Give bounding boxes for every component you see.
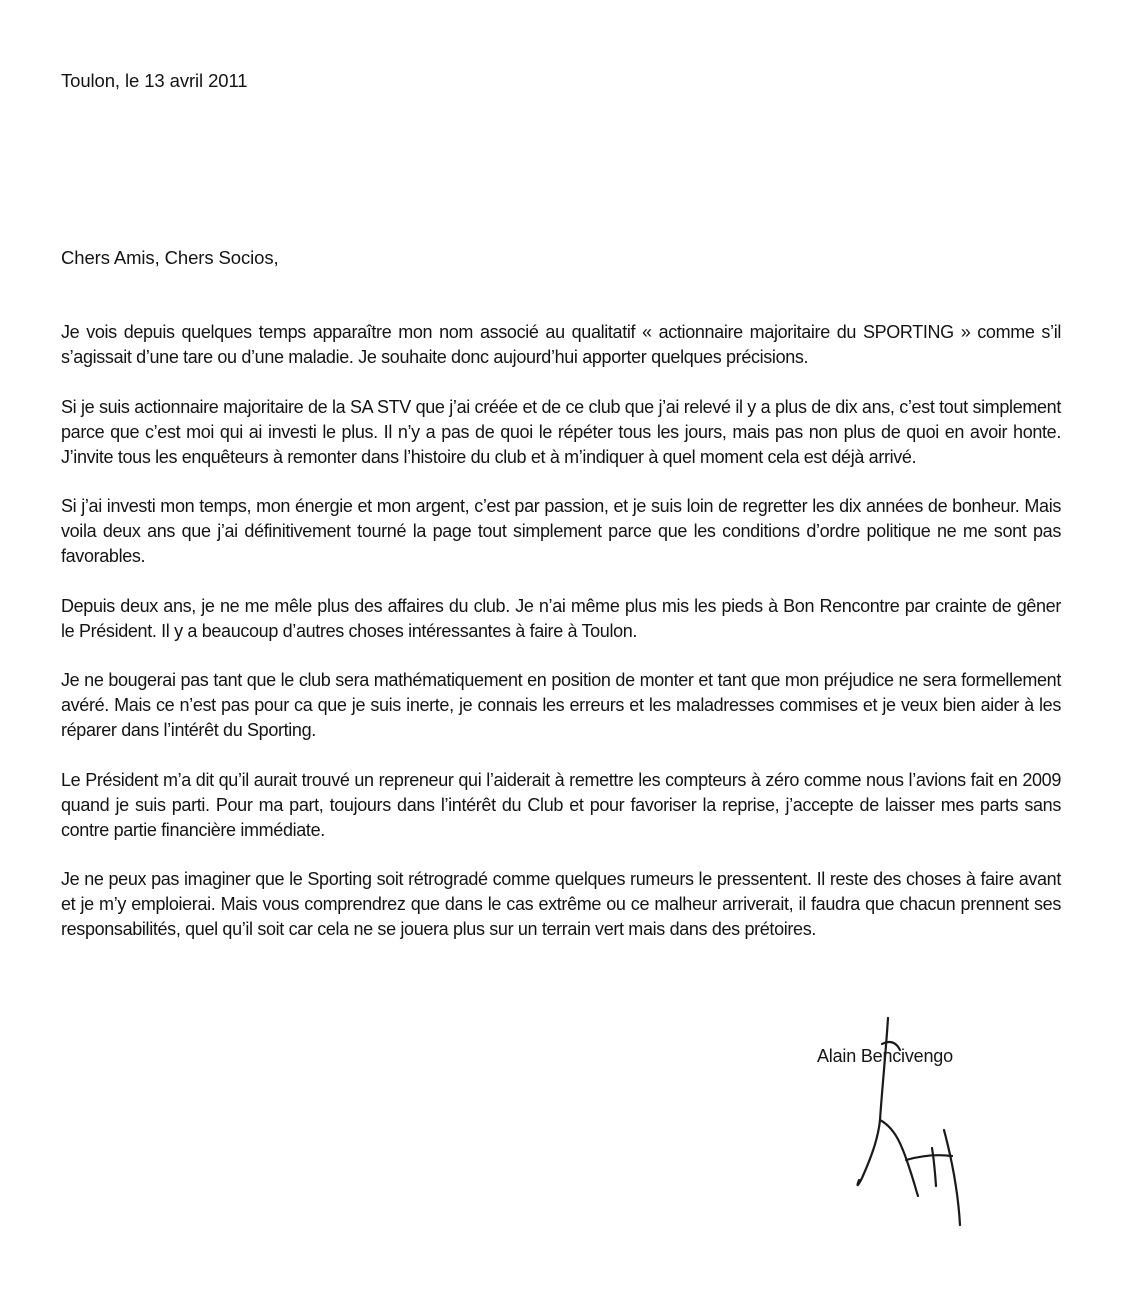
signature-strokes — [840, 1010, 990, 1240]
letter-date: Toulon, le 13 avril 2011 — [61, 70, 248, 91]
paragraph-1: Je vois depuis quelques temps apparaître mon nom associé au qualitatif « actionnaire majoritaire du SPORTING » comme s’il s’agissait d’une tare ou d’une maladie. Je souhaite donc aujourd’hui apporter quelques précisions. — [61, 322, 1061, 367]
signatory-name: Alain Bencivengo — [817, 1046, 953, 1066]
paragraph-4: Depuis deux ans, je ne me mêle plus des affaires du club. Je n’ai même plus mis les pieds à Bon Rencontre par crainte de gêner le Président. Il y a beaucoup d’autres choses intéressantes à faire à Toulon. — [61, 595, 1061, 641]
paragraph-2: Si je suis actionnaire majoritaire de la SA STV que j’ai créée et de ce club que j’ai relevé il y a plus de dix ans, c’est tout simplement parce que c’est moi qui ai investi le plus. Il n’y a pas de quoi le répéter tous les jours, mais pas non plus de quoi en avoir honte. J’invite tous les enquêteurs à remonter dans l’histoire du club et à m’indiquer à quel moment cela est déjà arrivé. — [61, 396, 1061, 467]
paragraph-3: Si j’ai investi mon temps, mon énergie et mon argent, c’est par passion, et je suis loin de regretter les dix années de bonheur. Mais voila deux ans que j’ai définitivement tourné la page tout simplement parce que les conditions d’ordre politique ne me sont pas favorables. — [61, 496, 1061, 566]
handwritten-signature — [840, 1010, 990, 1240]
letter-greeting: Chers Amis, Chers Socios, — [61, 247, 279, 268]
letter-body — [61, 320, 1061, 967]
paragraph-7: Je ne peux pas imaginer que le Sporting soit rétrogradé comme quelques rumeurs le pressentent. Il reste des choses à faire avant et je m’y emploierai. Mais vous comprendrez que dans le cas extrême ou ce malheur arriverait, il faudra que chacun prennent ses responsabilités, quel qu’il soit car cela ne se jouera plus sur un terrain vert mais dans des prétoires. — [61, 869, 1061, 939]
paragraph-5: Je ne bougerai pas tant que le club sera mathématiquement en position de monter et tant que mon préjudice ne sera formellement avéré. Mais ce n’est pas pour ca que je suis inerte, je connais les erreurs et les maladresses commises et je veux bien aider à les réparer dans l’intérêt du Sporting. — [61, 670, 1061, 740]
paragraph-6: Le Président m’a dit qu’il aurait trouvé un repreneur qui l’aiderait à remettre les compteurs à zéro comme nous l’avions fait en 2009 quand je suis parti. Pour ma part, toujours dans l’intérêt du Club et pour favoriser la reprise, j’accepte de laisser mes parts sans contre partie financière immédiate. — [61, 769, 1061, 840]
